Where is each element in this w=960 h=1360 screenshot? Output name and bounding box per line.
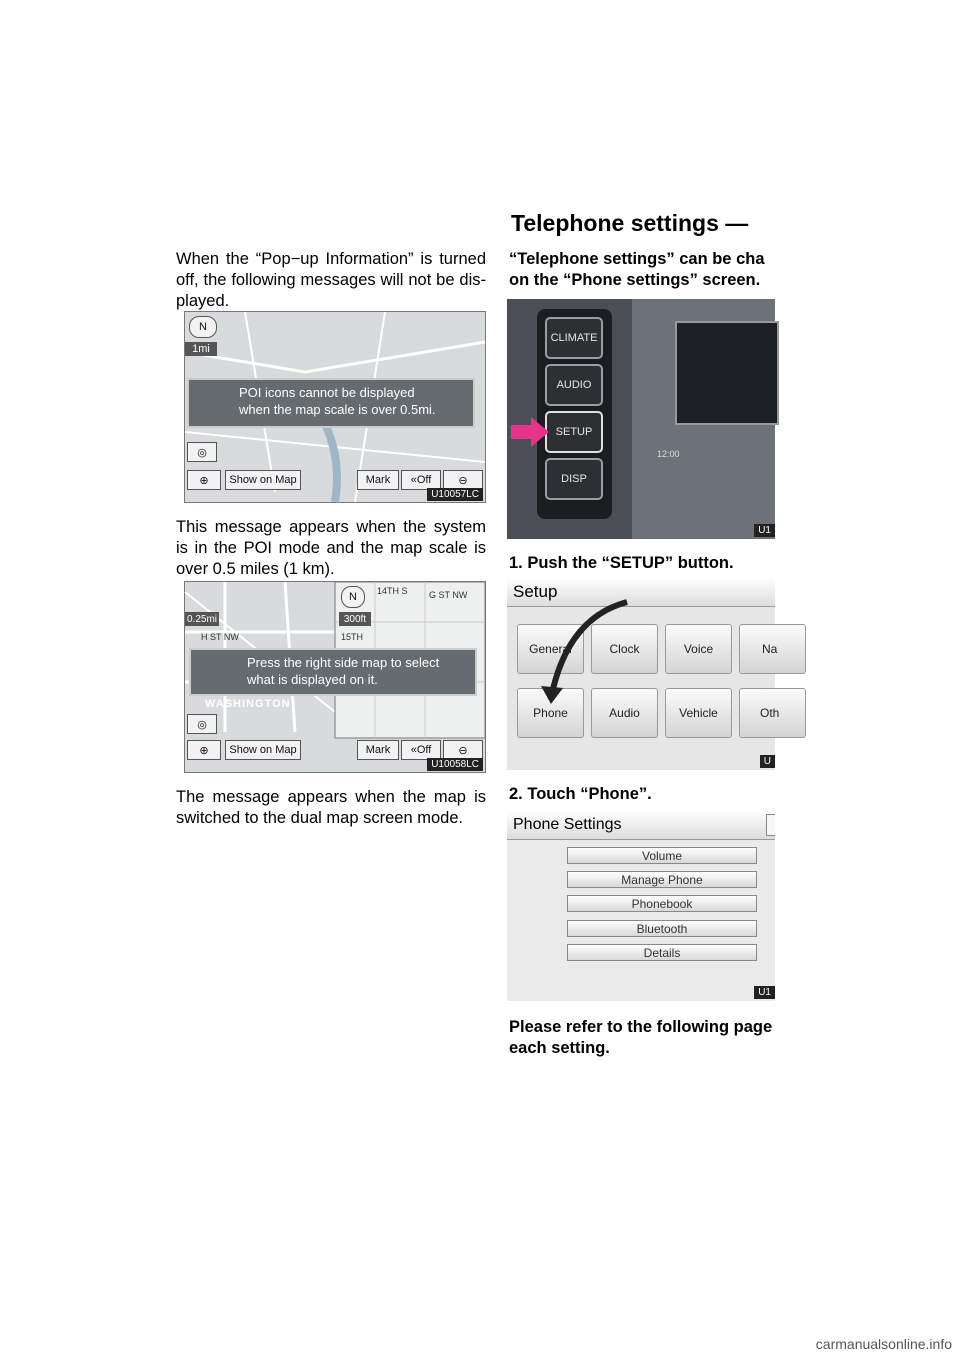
climate-button[interactable]: CLIMATE [545, 317, 603, 359]
scale-indicator: 1mi [185, 342, 217, 356]
dual-map-popup [189, 648, 477, 696]
off-button[interactable] [401, 740, 441, 760]
setup-audio-button[interactable]: Audio [591, 688, 658, 738]
map-screenshot-poi [184, 311, 486, 503]
outro-line-1: Please refer to the following page [509, 1018, 773, 1036]
dashboard-photo [507, 299, 775, 539]
disp-button[interactable]: DISP [545, 458, 603, 500]
outro-line-2: each setting. [509, 1039, 610, 1057]
phone-settings-header [507, 811, 775, 840]
intro-paragraph: When the “Pop−up Information” is turned off, the following messages will not be dis- played. [176, 250, 486, 310]
intro-line-1: “Telephone settings” can be cha [509, 250, 765, 268]
scale-indicator-right: 300ft [339, 612, 371, 626]
position-icon[interactable]: ◎ [187, 442, 217, 462]
rewind-icon: « [410, 744, 417, 756]
figure-code: U10057LC [427, 488, 483, 501]
off-button[interactable] [401, 470, 441, 490]
audio-button[interactable]: AUDIO [545, 364, 603, 406]
street-label: 14TH S [377, 586, 408, 596]
step-2: 2. Touch “Phone”. [509, 785, 652, 803]
mark-button[interactable]: Mark [357, 470, 399, 490]
popup-line-2: what is displayed on it. [247, 672, 378, 687]
compass-icon[interactable]: N [189, 316, 217, 338]
off-button-label: Off [416, 474, 432, 486]
popup-line-1: POI icons cannot be displayed [239, 385, 415, 400]
figure-code: U1 [754, 524, 775, 537]
show-on-map-button[interactable]: Show on Map [225, 740, 301, 760]
bluetooth-button[interactable]: Bluetooth [567, 920, 757, 937]
map-screenshot-dual [184, 581, 486, 773]
dual-map-paragraph: The message appears when the map is switched to the dual map screen mode. [176, 788, 486, 827]
position-icon[interactable]: ◎ [187, 714, 217, 734]
pointer-arrow-icon [511, 417, 551, 447]
phone-settings-title: Phone Settings [513, 816, 622, 833]
setup-phone-button[interactable]: Phone [517, 688, 584, 738]
poi-mode-paragraph: This message appears when the system is in the POI mode and the map scale is over 0.5 miles (1 km). [176, 518, 486, 578]
setup-vehicle-button[interactable]: Vehicle [665, 688, 732, 738]
setup-title: Setup [513, 582, 558, 601]
step-1: 1. Push the “SETUP” button. [509, 554, 734, 572]
display-screen [675, 321, 779, 425]
popup-line-1: Press the right side map to select [247, 655, 440, 670]
rewind-icon: « [410, 474, 417, 486]
section-title: Telephone settings — [511, 210, 749, 236]
popup-line-2: when the map scale is over 0.5mi. [239, 402, 436, 417]
details-button[interactable]: Details [567, 944, 757, 961]
mark-button[interactable]: Mark [357, 740, 399, 760]
touch-arrow-icon [537, 598, 637, 708]
setup-other-button[interactable]: Oth [739, 688, 806, 738]
city-label: WASHINGTON [205, 698, 291, 710]
zoom-out-button[interactable]: ⊖ [443, 470, 483, 490]
setup-clock-button[interactable]: Clock [591, 624, 658, 674]
poi-popup [187, 378, 475, 428]
watermark: carmanualsonline.info [815, 1336, 952, 1352]
zoom-in-button[interactable]: ⊕ [187, 470, 221, 490]
intro-line-2: on the “Phone settings” screen. [509, 271, 761, 289]
setup-button[interactable]: SETUP [545, 411, 603, 453]
volume-button[interactable]: Volume [567, 847, 757, 864]
zoom-out-button[interactable]: ⊖ [443, 740, 483, 760]
street-label: 15TH [341, 632, 364, 642]
off-button-label: Off [416, 744, 432, 756]
phone-settings-screenshot [507, 811, 775, 1001]
figure-code: U1 [754, 986, 775, 999]
setup-voice-button[interactable]: Voice [665, 624, 732, 674]
setup-navi-button[interactable]: Na [739, 624, 806, 674]
setup-general-button[interactable]: General [517, 624, 584, 674]
figure-code: U10058LC [427, 758, 483, 771]
figure-code: U [760, 755, 775, 768]
street-label: G ST NW [429, 590, 468, 600]
back-button[interactable] [766, 814, 775, 836]
setup-screenshot [507, 578, 780, 770]
compass-icon[interactable]: N [341, 586, 365, 608]
manage-phone-button[interactable]: Manage Phone [567, 871, 757, 888]
scale-indicator-left: 0.25mi [186, 613, 217, 625]
zoom-in-button[interactable]: ⊕ [187, 740, 221, 760]
street-label: H ST NW [201, 632, 239, 642]
phonebook-button[interactable]: Phonebook [567, 895, 757, 912]
show-on-map-button[interactable]: Show on Map [225, 470, 301, 490]
clock-readout: 12:00 [657, 449, 680, 459]
